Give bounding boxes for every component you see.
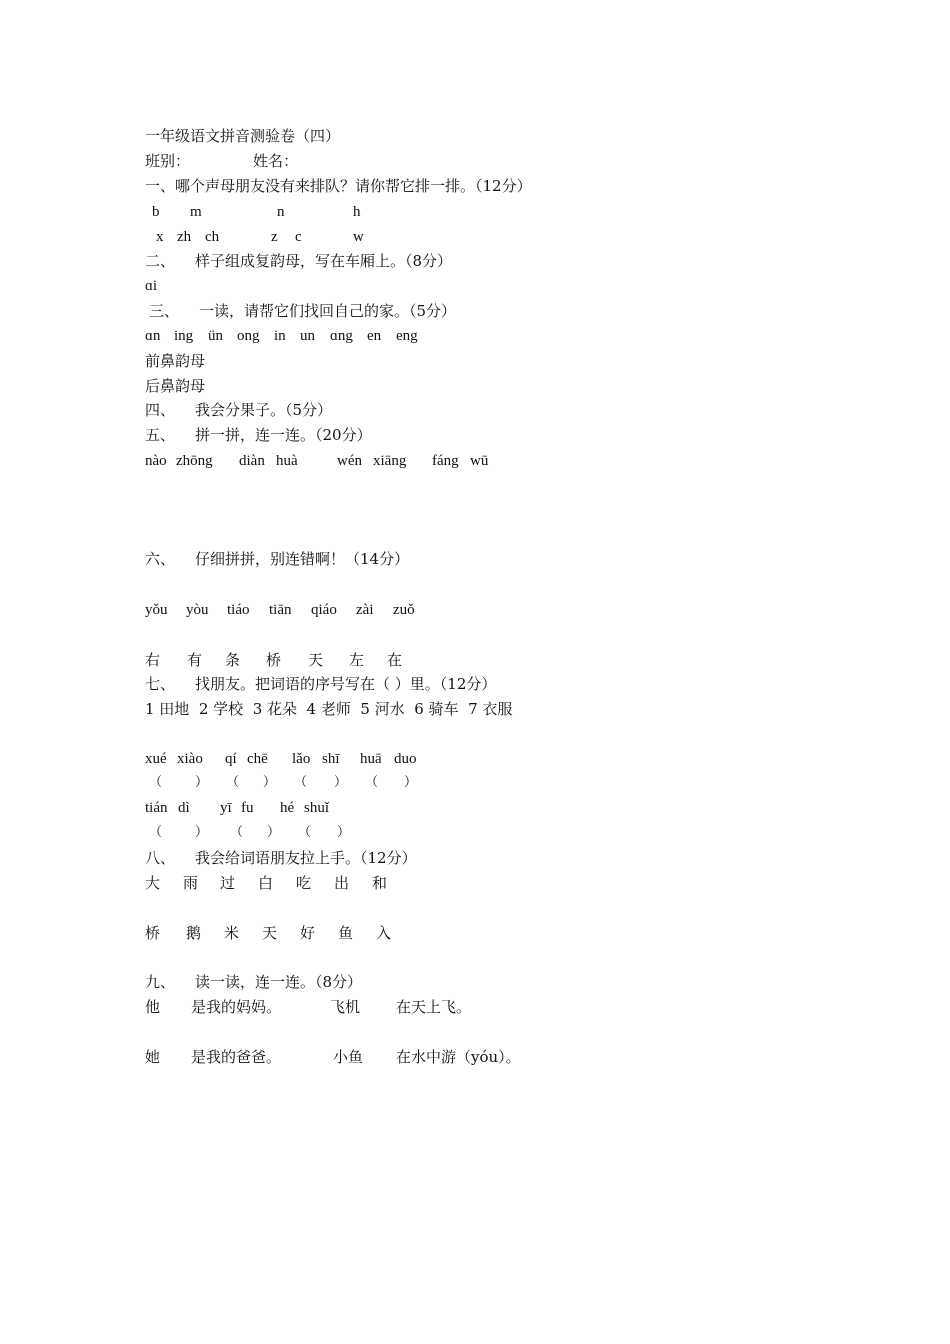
initial-item: w [353, 229, 364, 245]
section-1-text: 一、哪个声母朋友没有来排队？请你帮它排一排。（12分） [145, 177, 532, 195]
sentence-predicate: 在天上飞。 [396, 998, 472, 1016]
pinyin-item: yòu [186, 602, 209, 618]
pinyin-item: lǎo [292, 751, 311, 767]
section-number: 六、 [145, 550, 176, 568]
final-item: ɑng [330, 328, 353, 344]
section-6-text: 仔细拼拼，别连错啊！（14分） [195, 550, 410, 568]
pinyin-item: zhōng [176, 453, 213, 469]
section-number: 二、 [145, 252, 176, 270]
sentence-subject: 飞机 [330, 998, 361, 1016]
character-item: 左 [349, 651, 365, 669]
back-nasal-label: 后鼻韵母 [145, 377, 206, 395]
character-item: 好 [300, 924, 316, 942]
pinyin-item: fáng [432, 453, 459, 469]
sentence-predicate: 是我的爸爸。 [191, 1048, 282, 1066]
final-item: un [300, 328, 315, 344]
pinyin-item: zài [356, 602, 374, 618]
pinyin-item: xué [145, 751, 167, 767]
section-number: 三、 [149, 302, 180, 320]
section-number: 四、 [145, 401, 176, 419]
answer-paren-open: （ [226, 775, 240, 790]
character-item: 过 [220, 874, 236, 892]
pinyin-item: xiào [177, 751, 203, 767]
final-item: ün [208, 328, 223, 344]
answer-paren-close: ） [263, 775, 277, 790]
character-item: 有 [187, 651, 203, 669]
section-5-text: 拼一拼，连一连。（20分） [195, 426, 372, 444]
sentence-subject: 她 [145, 1048, 161, 1066]
pinyin-item: huā [360, 751, 382, 767]
answer-paren-open: （ [365, 775, 379, 790]
final-item: eng [396, 328, 418, 344]
initial-item: ch [205, 229, 220, 245]
sentence-subject: 小鱼 [333, 1048, 364, 1066]
section-number: 八、 [145, 849, 176, 867]
name-label: 姓名： [253, 152, 299, 170]
section-3-text: 一读，请帮它们找回自己的家。（5分） [199, 302, 457, 320]
pinyin-item: shuǐ [304, 800, 330, 816]
answer-paren-open: （ [298, 825, 312, 840]
answer-paren-open: （ [149, 775, 163, 790]
pinyin-item: tián [145, 800, 168, 816]
character-item: 白 [258, 874, 274, 892]
front-nasal-label: 前鼻韵母 [145, 352, 206, 370]
final-item: ɑn [145, 328, 161, 344]
pinyin-item: qí [225, 751, 237, 767]
answer-paren-close: ） [334, 775, 348, 790]
pinyin-item: wū [470, 453, 489, 469]
class-label: 班别： [145, 152, 191, 170]
pinyin-item: diàn [239, 453, 265, 469]
initial-item: x [156, 229, 164, 245]
section-7-text: 找朋友。把词语的序号写在（ ）里。（12分） [195, 675, 497, 693]
answer-paren-close: ） [195, 825, 209, 840]
sentence-predicate: 是我的妈妈。 [191, 998, 282, 1016]
final-item: en [367, 328, 382, 344]
initial-item: c [295, 229, 302, 245]
character-item: 鹅 [186, 924, 202, 942]
pinyin-item: zuǒ [393, 602, 415, 618]
word-list: 1 田地 2 学校 3 花朵 4 老师 5 河水 6 骑车 7 衣服 [145, 700, 513, 718]
pinyin-item: huà [276, 453, 298, 469]
pinyin-item: yǒu [145, 602, 168, 618]
section-4-text: 我会分果子。（5分） [195, 401, 333, 419]
pinyin-item: qiáo [311, 602, 337, 618]
character-item: 鱼 [338, 924, 354, 942]
section-8-text: 我会给词语朋友拉上手。（12分） [195, 849, 417, 867]
section-9-text: 读一读，连一连。（8分） [195, 973, 363, 991]
answer-paren-close: ） [404, 775, 418, 790]
pinyin-item: dì [178, 800, 190, 816]
answer-paren-close: ） [337, 825, 351, 840]
final-item: ong [237, 328, 260, 344]
pinyin-item: shī [322, 751, 340, 767]
character-item: 天 [262, 924, 278, 942]
character-item: 天 [308, 651, 324, 669]
initial-item: m [190, 204, 202, 220]
answer-paren-close: ） [267, 825, 281, 840]
character-item: 入 [376, 924, 392, 942]
answer-paren-open: （ [149, 825, 163, 840]
character-item: 出 [334, 874, 350, 892]
initial-item: z [271, 229, 278, 245]
final-item: in [274, 328, 286, 344]
initial-item: h [353, 204, 361, 220]
answer-paren-open: （ [294, 775, 308, 790]
sentence-predicate: 在水中游（yóu）。 [396, 1048, 521, 1066]
sentence-subject: 他 [145, 998, 161, 1016]
character-item: 桥 [145, 924, 161, 942]
pinyin-item: yī [220, 800, 232, 816]
section-number: 五、 [145, 426, 176, 444]
pinyin-item: duo [394, 751, 417, 767]
initial-item: zh [177, 229, 192, 245]
answer-paren-close: ） [195, 775, 209, 790]
section-2-text: 样子组成复韵母，写在车厢上。（8分） [195, 252, 453, 270]
final-item: ing [174, 328, 194, 344]
character-item: 大 [145, 874, 161, 892]
pinyin-item: tiān [269, 602, 292, 618]
pinyin-item: fu [241, 800, 254, 816]
character-item: 雨 [183, 874, 199, 892]
character-item: 桥 [266, 651, 282, 669]
character-item: 右 [145, 651, 161, 669]
worksheet-title: 一年级语文拼音测验卷（四） [145, 127, 341, 145]
pinyin-item: wén [337, 453, 362, 469]
pinyin-item: xiāng [373, 453, 407, 469]
initial-item: b [152, 204, 160, 220]
section-number: 七、 [145, 675, 176, 693]
character-item: 米 [224, 924, 240, 942]
section-number: 九、 [145, 973, 176, 991]
pinyin-item: tiáo [227, 602, 250, 618]
pinyin-item: chē [247, 751, 268, 767]
character-item: 吃 [296, 874, 312, 892]
pinyin-item: hé [280, 800, 295, 816]
character-item: 条 [225, 651, 241, 669]
initial-item: n [277, 204, 285, 220]
answer-paren-open: （ [230, 825, 244, 840]
pinyin-item: nào [145, 453, 167, 469]
character-item: 和 [372, 874, 388, 892]
character-item: 在 [387, 651, 403, 669]
example-final: ɑi [145, 278, 158, 294]
